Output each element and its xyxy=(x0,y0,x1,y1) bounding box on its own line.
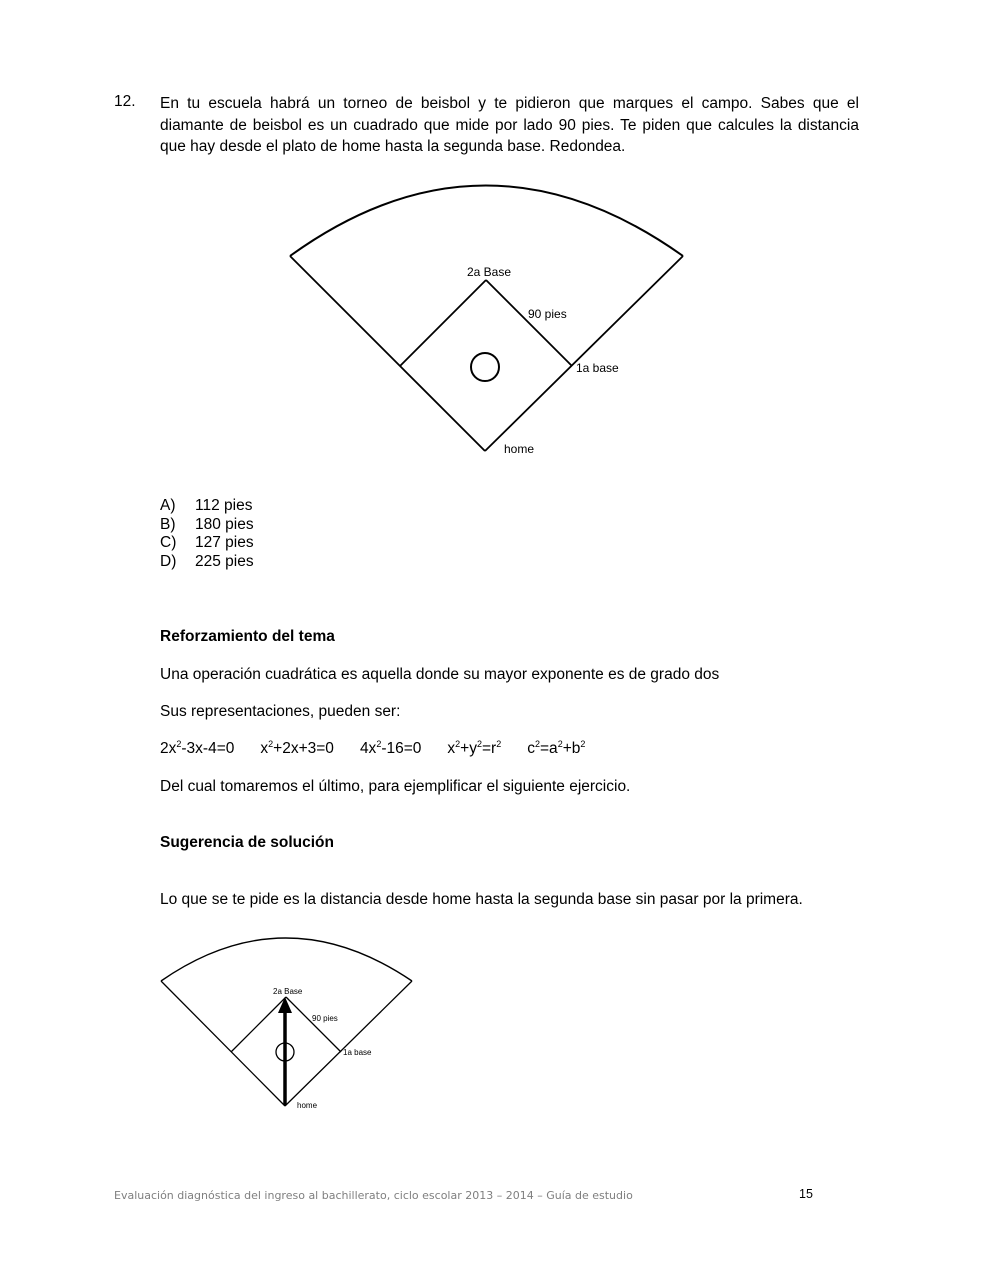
label-second-base: 2a Base xyxy=(467,265,512,279)
formula-4: $x^2+y^2=r^2$ xyxy=(447,739,502,757)
arrow-head-icon xyxy=(278,997,292,1013)
reinforcement-paragraph-1: Una operación cuadrática es aquella donde su mayor exponente es de grado dos xyxy=(160,666,720,683)
formula-5: $c^2=a^2+b^2$ xyxy=(527,739,586,757)
option-b: B) 180 pies xyxy=(160,515,254,533)
label-first-base: 1a base xyxy=(576,361,619,375)
question-text: En tu escuela habrá un torneo de beisbol y te pidieron que marques el campo. Sabes que el diamante de beisbol es un cuadrado que mide por lado 90 pies. Te piden que calcules la distancia que hay desde el plato de home hasta la segunda base. Redondea. xyxy=(160,95,859,155)
reinforcement-paragraph-3: Del cual tomaremos el último, para ejemplificar el siguiente ejercicio. xyxy=(160,778,631,795)
footer-text: Evaluación diagnóstica del ingreso al bachillerato, ciclo escolar 2013 – 2014 – Guía de estudio xyxy=(114,1189,633,1202)
baseball-field-figure xyxy=(280,170,700,470)
formula-1: $2x^2-3x-4=0$ xyxy=(160,739,235,757)
option-a: A) 112 pies xyxy=(160,497,253,514)
second-to-first-line-small xyxy=(286,997,341,1052)
outfield-arc xyxy=(290,186,683,257)
pitcher-mound xyxy=(471,353,499,381)
solution-text: Lo que se te pide es la distancia desde home hasta la segunda base sin pasar por la primera. xyxy=(160,891,803,908)
formula-3: $4x^2-16=0$ xyxy=(359,739,422,757)
option-c: C) 127 pies xyxy=(160,534,254,552)
right-foul-line-small xyxy=(285,981,412,1106)
label-home-small: home xyxy=(297,1101,318,1110)
label-side-length: 90 pies xyxy=(528,307,567,321)
left-foul-line xyxy=(290,256,485,451)
question-number: 12. xyxy=(114,93,136,110)
baseball-field-figure-small xyxy=(155,925,420,1115)
second-to-third-line xyxy=(400,280,486,366)
label-side-length-small: 90 pies xyxy=(312,1014,338,1023)
quadratic-formulas xyxy=(160,740,611,758)
reinforcement-paragraph-2: Sus representaciones, pueden ser: xyxy=(160,703,401,720)
reinforcement-heading: Reforzamiento del tema xyxy=(160,628,335,645)
page-number: 15 xyxy=(799,1187,813,1201)
right-foul-line xyxy=(485,256,683,451)
second-to-first-line xyxy=(486,280,572,366)
second-to-third-line-small xyxy=(231,997,286,1052)
label-first-base-small: 1a base xyxy=(343,1048,372,1057)
left-foul-line-small xyxy=(161,981,285,1106)
answer-options xyxy=(160,497,254,572)
option-d: D) 225 pies xyxy=(160,553,254,571)
formula-2: $x^2+2x+3=0$ xyxy=(260,739,334,757)
label-home: home xyxy=(504,442,535,456)
outfield-arc-small xyxy=(161,938,412,981)
label-second-base-small: 2a Base xyxy=(273,987,303,996)
solution-heading: Sugerencia de solución xyxy=(160,834,334,851)
